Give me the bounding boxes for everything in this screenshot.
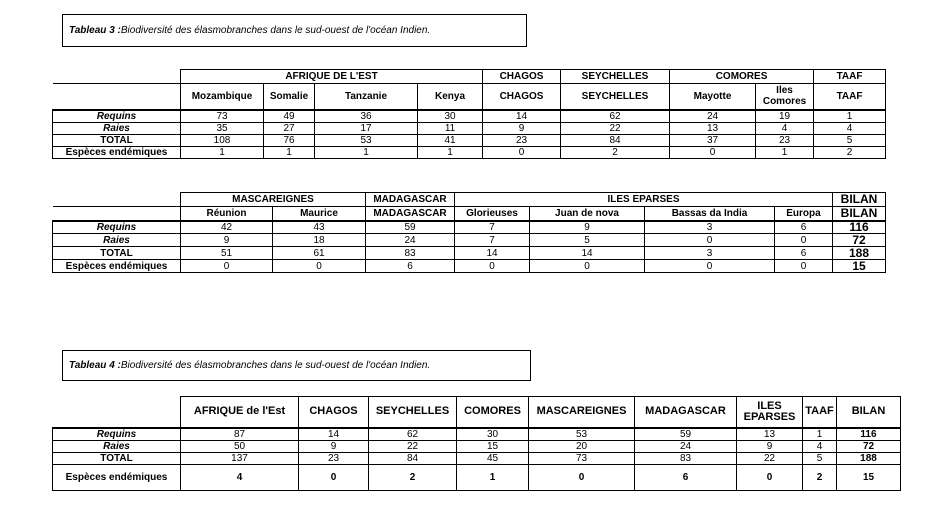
table-cell: 9 xyxy=(737,440,803,452)
table-cell: 22 xyxy=(737,452,803,464)
table-cell: 24 xyxy=(366,234,455,247)
table-cell: 20 xyxy=(529,440,635,452)
table-cell: 0 xyxy=(529,464,635,490)
table-cell: 116 xyxy=(833,221,886,234)
column-header: ILES EPARSES xyxy=(737,397,803,428)
column-header: BILAN xyxy=(833,207,886,221)
column-header: TAAF xyxy=(803,397,837,428)
row-label-requins: Requins xyxy=(53,110,181,123)
table4-caption xyxy=(62,350,531,381)
table-cell: 18 xyxy=(273,234,366,247)
table-cell: 0 xyxy=(530,260,645,273)
table-cell: 72 xyxy=(833,234,886,247)
table-cell: 2 xyxy=(369,464,457,490)
column-header: TAAF xyxy=(814,84,886,110)
column-header: MASCAREIGNES xyxy=(529,397,635,428)
column-header: AFRIQUE de l'Est xyxy=(181,397,299,428)
table-cell: 2 xyxy=(814,146,886,158)
table-cell: 1 xyxy=(264,146,315,158)
table-cell: 11 xyxy=(418,122,483,134)
column-header: SEYCHELLES xyxy=(369,397,457,428)
row-label-requins: Requins xyxy=(53,221,181,234)
table-cell: 9 xyxy=(530,221,645,234)
group-header: COMORES xyxy=(670,70,814,84)
table-cell: 17 xyxy=(315,122,418,134)
table-cell: 0 xyxy=(299,464,369,490)
table-cell: 6 xyxy=(366,260,455,273)
table-cell: 84 xyxy=(561,134,670,146)
table-cell: 2 xyxy=(803,464,837,490)
table-cell: 59 xyxy=(366,221,455,234)
table-cell: 14 xyxy=(530,247,645,260)
table-cell: 50 xyxy=(181,440,299,452)
table-cell: 0 xyxy=(455,260,530,273)
table3-corner xyxy=(53,84,181,110)
table-cell: 72 xyxy=(837,440,901,452)
table4-corner xyxy=(53,397,181,428)
table-cell: 22 xyxy=(369,440,457,452)
table-cell: 3 xyxy=(645,247,775,260)
group-header: BILAN xyxy=(833,193,886,207)
table-cell: 188 xyxy=(837,452,901,464)
column-header: CHAGOS xyxy=(483,84,561,110)
table-cell: 14 xyxy=(483,110,561,123)
table-cell: 5 xyxy=(530,234,645,247)
table4-caption-label: Tableau 4 : xyxy=(69,360,121,371)
table-cell: 24 xyxy=(670,110,756,123)
row-label-endemiques: Espèces endémiques xyxy=(53,260,181,273)
table-cell: 23 xyxy=(756,134,814,146)
table-cell: 42 xyxy=(181,221,273,234)
table-cell: 1 xyxy=(803,428,837,441)
table-cell: 24 xyxy=(635,440,737,452)
column-header: Bassas da India xyxy=(645,207,775,221)
table-cell: 5 xyxy=(803,452,837,464)
table3-caption xyxy=(62,14,527,47)
column-header: Somalie xyxy=(264,84,315,110)
table-cell: 137 xyxy=(181,452,299,464)
table-cell: 83 xyxy=(635,452,737,464)
table-cell: 1 xyxy=(315,146,418,158)
table-cell: 0 xyxy=(645,234,775,247)
table-cell: 53 xyxy=(315,134,418,146)
table-cell: 15 xyxy=(833,260,886,273)
table-cell: 13 xyxy=(737,428,803,441)
row-label-total: TOTAL xyxy=(53,134,181,146)
table-cell: 4 xyxy=(803,440,837,452)
table-cell: 87 xyxy=(181,428,299,441)
table-cell: 0 xyxy=(273,260,366,273)
column-header: COMORES xyxy=(457,397,529,428)
table-cell: 41 xyxy=(418,134,483,146)
column-header: MADAGASCAR xyxy=(635,397,737,428)
table-cell: 84 xyxy=(369,452,457,464)
table4 xyxy=(52,396,901,491)
table-cell: 23 xyxy=(483,134,561,146)
table-cell: 4 xyxy=(181,464,299,490)
table-cell: 6 xyxy=(635,464,737,490)
table-cell: 19 xyxy=(756,110,814,123)
table3-caption-text: Biodiversité des élasmobranches dans le sud-ouest de l'océan Indien. xyxy=(120,25,431,36)
row-label-raies: Raies xyxy=(53,440,181,452)
group-header: ILES EPARSES xyxy=(455,193,833,207)
table-cell: 0 xyxy=(645,260,775,273)
table-cell: 4 xyxy=(814,122,886,134)
table4-caption-text: Biodiversité des élasmobranches dans le sud-ouest de l'océan Indien. xyxy=(120,360,431,371)
column-header: SEYCHELLES xyxy=(561,84,670,110)
row-label-endemiques: Espèces endémiques xyxy=(53,464,181,490)
table-cell: 73 xyxy=(181,110,264,123)
table3-caption-label: Tableau 3 : xyxy=(69,25,121,36)
table-cell: 13 xyxy=(670,122,756,134)
group-header: MADAGASCAR xyxy=(366,193,455,207)
table-cell: 76 xyxy=(264,134,315,146)
table3b-corner xyxy=(53,207,181,221)
column-header: CHAGOS xyxy=(299,397,369,428)
table3b-corner xyxy=(53,193,181,207)
table-cell: 1 xyxy=(181,146,264,158)
table-cell: 61 xyxy=(273,247,366,260)
table-cell: 37 xyxy=(670,134,756,146)
row-label-requins: Requins xyxy=(53,428,181,441)
table-cell: 49 xyxy=(264,110,315,123)
table-cell: 14 xyxy=(455,247,530,260)
table-cell: 108 xyxy=(181,134,264,146)
table-cell: 1 xyxy=(418,146,483,158)
table3-part2 xyxy=(52,192,886,273)
table-cell: 7 xyxy=(455,221,530,234)
table-cell: 73 xyxy=(529,452,635,464)
table-cell: 51 xyxy=(181,247,273,260)
table-cell: 188 xyxy=(833,247,886,260)
column-header: Tanzanie xyxy=(315,84,418,110)
table-cell: 15 xyxy=(457,440,529,452)
table-cell: 0 xyxy=(181,260,273,273)
column-header: Mozambique xyxy=(181,84,264,110)
table-cell: 62 xyxy=(369,428,457,441)
table-cell: 1 xyxy=(814,110,886,123)
table-cell: 30 xyxy=(418,110,483,123)
table3-corner xyxy=(53,70,181,84)
row-label-endemiques: Espèces endémiques xyxy=(53,146,181,158)
column-header: Réunion xyxy=(181,207,273,221)
row-label-raies: Raies xyxy=(53,122,181,134)
row-label-total: TOTAL xyxy=(53,247,181,260)
table-cell: 43 xyxy=(273,221,366,234)
table-cell: 36 xyxy=(315,110,418,123)
table3-part1 xyxy=(52,69,886,159)
table-cell: 3 xyxy=(645,221,775,234)
table-cell: 62 xyxy=(561,110,670,123)
column-header: Iles Comores xyxy=(756,84,814,110)
table-cell: 59 xyxy=(635,428,737,441)
row-label-raies: Raies xyxy=(53,234,181,247)
table-cell: 9 xyxy=(181,234,273,247)
table-cell: 53 xyxy=(529,428,635,441)
column-header: Maurice xyxy=(273,207,366,221)
table-cell: 116 xyxy=(837,428,901,441)
table-cell: 1 xyxy=(457,464,529,490)
table-cell: 27 xyxy=(264,122,315,134)
table-cell: 4 xyxy=(756,122,814,134)
table-cell: 23 xyxy=(299,452,369,464)
table-cell: 0 xyxy=(483,146,561,158)
group-header: AFRIQUE DE L'EST xyxy=(181,70,483,84)
table-cell: 6 xyxy=(775,247,833,260)
table-cell: 0 xyxy=(670,146,756,158)
group-header: MASCAREIGNES xyxy=(181,193,366,207)
table-cell: 6 xyxy=(775,221,833,234)
table-cell: 2 xyxy=(561,146,670,158)
table-cell: 30 xyxy=(457,428,529,441)
column-header: Juan de nova xyxy=(530,207,645,221)
column-header: Mayotte xyxy=(670,84,756,110)
column-header: BILAN xyxy=(837,397,901,428)
group-header: CHAGOS xyxy=(483,70,561,84)
group-header: TAAF xyxy=(814,70,886,84)
table-cell: 15 xyxy=(837,464,901,490)
table-cell: 14 xyxy=(299,428,369,441)
table-cell: 9 xyxy=(483,122,561,134)
column-header: MADAGASCAR xyxy=(366,207,455,221)
column-header: Glorieuses xyxy=(455,207,530,221)
row-label-total: TOTAL xyxy=(53,452,181,464)
table-cell: 0 xyxy=(737,464,803,490)
table-cell: 0 xyxy=(775,234,833,247)
table-cell: 35 xyxy=(181,122,264,134)
table-cell: 5 xyxy=(814,134,886,146)
group-header: SEYCHELLES xyxy=(561,70,670,84)
table-cell: 45 xyxy=(457,452,529,464)
table-cell: 7 xyxy=(455,234,530,247)
table-cell: 83 xyxy=(366,247,455,260)
column-header: Kenya xyxy=(418,84,483,110)
table-cell: 1 xyxy=(756,146,814,158)
column-header: Europa xyxy=(775,207,833,221)
table-cell: 9 xyxy=(299,440,369,452)
table-cell: 0 xyxy=(775,260,833,273)
table-cell: 22 xyxy=(561,122,670,134)
